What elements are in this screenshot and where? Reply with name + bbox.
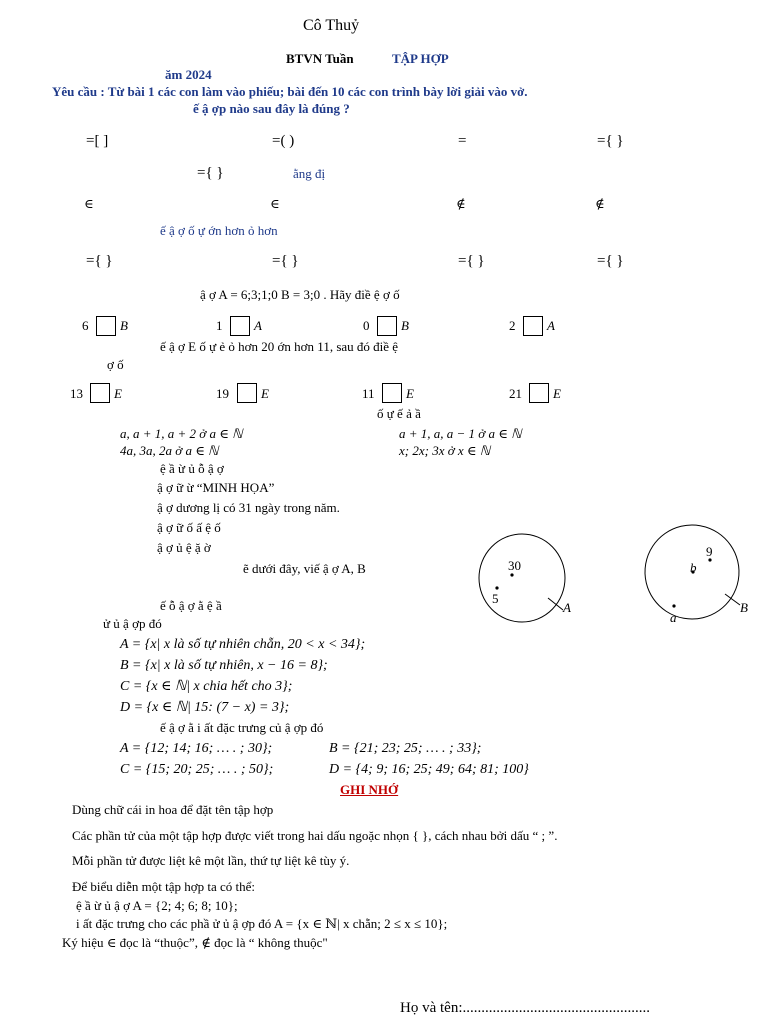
q1-option-a: =[ ] — [86, 133, 109, 149]
note-2: Các phần tử của một tập hợp được viết trong hai dấu ngoặc nhọn { }, cách nhau bởi dấu “ ; ”. — [72, 828, 558, 843]
set-a-element-5: 5 — [492, 591, 499, 606]
set-b-point-a — [672, 604, 675, 607]
q9-set-b: B = {21; 23; 25; … . ; 33}; — [329, 741, 482, 756]
q5-option-b: a + 1, a, a − 1 ở a ∈ ℕ — [399, 426, 522, 441]
q3-item-3-set: B — [401, 318, 409, 333]
q8-set-a: A = {x| x là số tự nhiên chẵn, 20 < x < 34}; — [120, 637, 366, 652]
q2-option-d: ={ } — [597, 253, 624, 269]
note-4: Để biểu diễn một tập hợp ta có thể: — [72, 879, 256, 894]
q6-item-4: ậ ợ ủ ệ ặ ờ — [157, 540, 211, 555]
q1-symbol-d: ∉ — [595, 196, 605, 211]
year-label: ăm 2024 — [165, 67, 212, 82]
q4-item-4-set: E — [553, 386, 561, 401]
note-1: Dùng chữ cái in hoa để đặt tên tập hợp — [72, 802, 274, 817]
note-3: Mỗi phần tử được liệt kê một lần, thứ tự liệt kê tùy ý. — [72, 853, 350, 868]
q3-item-1-number: 6 — [82, 318, 89, 333]
q4-answer-box-4[interactable] — [529, 383, 549, 403]
q3-answer-box-3[interactable] — [377, 316, 397, 336]
q3-item-2-number: 1 — [216, 318, 223, 333]
q3-item-3-number: 0 — [363, 318, 370, 333]
note-6: i ất đặc trưng cho các phầ ử ủ ậ ợp đó A = {x ∈ ℕ| x chẵn; 2 ≤ x ≤ 10}; — [76, 916, 448, 931]
q6-item-2: ậ ợ dương lị có 31 ngày trong năm. — [157, 500, 340, 515]
student-name-field[interactable]: Họ và tên:.................................................. — [400, 1000, 650, 1016]
q2-option-c: ={ } — [458, 253, 485, 269]
homework-week: BTVN Tuần — [286, 51, 354, 66]
q6-item-3: ậ ợ ữ ố ấ ệ ố — [157, 520, 221, 535]
q4-item-3-number: 11 — [362, 386, 375, 401]
q5-option-c: 4a, 3a, 2a ở a ∈ ℕ — [120, 443, 219, 458]
q1-option-c: = — [458, 133, 467, 149]
q4-item-4-number: 21 — [509, 386, 522, 401]
q3-item-4-number: 2 — [509, 318, 516, 333]
q8-set-d: D = {x ∈ ℕ| 15: (7 − x) = 3}; — [120, 700, 290, 715]
topic-title: TẬP HỢP — [392, 51, 449, 66]
q4-answer-box-1[interactable] — [90, 383, 110, 403]
q1-option-b: =( ) — [272, 133, 295, 149]
q1-option-d: ={ } — [597, 133, 624, 149]
q4-item-1-number: 13 — [70, 386, 83, 401]
q1-symbol-a: ∈ — [84, 196, 94, 211]
q1-symbol-b: ∈ — [270, 196, 280, 211]
q9-set-a: A = {12; 14; 16; … . ; 30}; — [120, 741, 273, 756]
set-a-label-line — [548, 598, 563, 610]
q4-answer-box-3[interactable] — [382, 383, 402, 403]
q3-item-1-set: B — [120, 318, 128, 333]
q4-item-2-set: E — [261, 386, 269, 401]
q4-answer-box-2[interactable] — [237, 383, 257, 403]
question-2-prompt: ế ậ ợ ố ự ớn hơn ỏ hơn — [160, 223, 278, 238]
q3-answer-box-2[interactable] — [230, 316, 250, 336]
set-b-label: B — [740, 600, 748, 615]
q3-item-4-set: A — [547, 318, 555, 333]
q3-item-2-set: A — [254, 318, 262, 333]
q1-symbol-c: ∉ — [456, 196, 466, 211]
q3-answer-box-4[interactable] — [523, 316, 543, 336]
question-8-prompt-line-2: ử ủ ậ ợp đó — [103, 616, 162, 631]
q4-item-2-number: 19 — [216, 386, 229, 401]
q8-set-c: C = {x ∈ ℕ| x chia hết cho 3}; — [120, 679, 293, 694]
question-1-prompt: ế ậ ợp nào sau đây là đúng ? — [193, 101, 350, 116]
set-b-element-a: a — [670, 610, 677, 625]
q5-option-a: a, a + 1, a + 2 ở a ∈ ℕ — [120, 426, 243, 441]
set-a-label: A — [563, 600, 571, 615]
question-4-prompt-line-2: ợ ố — [107, 357, 124, 372]
q8-set-b: B = {x| x là số tự nhiên, x − 16 = 8}; — [120, 658, 328, 673]
note-7: Ký hiệu ∈ đọc là “thuộc”, ∉ đọc là “ không thuộc" — [62, 935, 328, 950]
q6-item-1: ậ ợ ữ ừ “MINH HỌA” — [157, 480, 275, 495]
question-4-prompt: ế ậ ợ E ố ự ẻ ỏ hơn 20 ớn hơn 11, sau đó điề ệ — [160, 339, 399, 354]
question-3-prompt: ậ ợ A = 6;3;1;0 B = 3;0 . Hãy điề ệ ợ ố — [200, 287, 400, 302]
question-6-prompt: ệ ầ ừ ủ ỗ ậ ợ — [160, 461, 224, 476]
set-a-element-30: 30 — [508, 558, 521, 573]
set-b-element-9: 9 — [706, 544, 713, 559]
set-b-element-b: b — [690, 560, 697, 575]
q1-set-row2: ={ } — [197, 165, 224, 181]
q9-set-c: C = {15; 20; 25; … . ; 50}; — [120, 762, 274, 777]
requirement-text: Yêu cầu : Từ bài 1 các con làm vào phiếu; bài đến 10 các con trình bày lời giải vào vở. — [52, 84, 528, 99]
q4-item-3-set: E — [406, 386, 414, 401]
set-a-ellipse — [479, 534, 565, 622]
q3-answer-box-1[interactable] — [96, 316, 116, 336]
question-7-prompt: ẽ dưới đây, viế ậ ợ A, B — [243, 561, 366, 576]
question-5-prompt: ố ự ế ả ầ — [377, 406, 421, 421]
q1-row2-note: ằng đị — [293, 166, 326, 181]
notes-title: GHI NHỚ — [340, 782, 399, 797]
note-5: ệ ầ ừ ủ ậ ợ A = {2; 4; 6; 8; 10}; — [76, 898, 238, 913]
teacher-name: Cô Thuỷ — [303, 17, 360, 34]
question-8-prompt: ế ỗ ậ ợ ằ ệ ầ — [160, 598, 222, 613]
q4-item-1-set: E — [114, 386, 122, 401]
set-a-point-5 — [495, 586, 498, 589]
q9-set-d: D = {4; 9; 16; 25; 49; 64; 81; 100} — [329, 762, 529, 777]
q5-option-d: x; 2x; 3x ở x ∈ ℕ — [399, 443, 491, 458]
q2-option-b: ={ } — [272, 253, 299, 269]
q2-option-a: ={ } — [86, 253, 113, 269]
question-9-prompt: ế ậ ợ ằ i ất đặc trưng củ ậ ợp đó — [160, 720, 324, 735]
